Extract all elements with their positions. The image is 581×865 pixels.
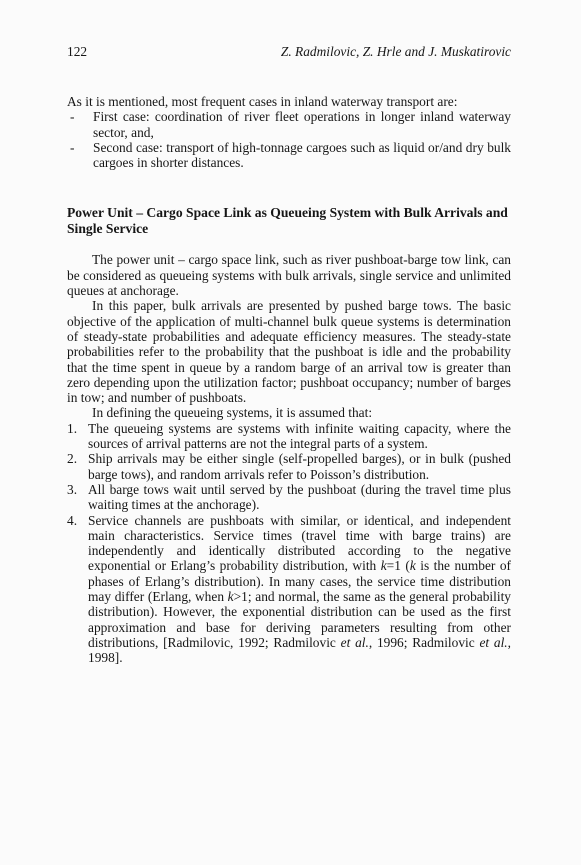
case-item: - Second case: transport of high-tonnage cargoes such as liquid or/and dry bulk cargoes in shorter distances. [67,140,511,171]
page-header [67,44,511,62]
paragraph: In defining the queueing systems, it is assumed that: [92,405,373,421]
item-number: 2. [67,451,78,467]
variable-k: k [409,558,416,574]
assumption-item [67,451,511,482]
item-text: All barge tows wait until served by the pushboat (during the travel time plus waiting times at the anchorage). [88,481,511,513]
intro-lead: As it is mentioned, most frequent cases in inland waterway transport are: [67,94,458,109]
running-head: Z. Radmilovic, Z. Hrle and J. Muskatirovic [280,44,511,59]
assumption-item [67,421,511,452]
et-al: et al. [479,634,508,650]
item-text: The queueing systems are systems with infinite waiting capacity, where the sources of arrival patterns are not the integral parts of a system. [88,420,511,452]
item-number: 1. [67,420,78,436]
variable-k: k [380,558,387,574]
paragraph: In this paper, bulk arrivals are presented by pushed barge tows. The basic objective of the application of multi-channel bulk queue systems is determination of steady-state probabilities and adequate efficiency measures. The steady-state probabilities refer to the probability that the pushboat is idle and the probability that the time spent in queue by a random barge of an arrival tow is greater than zero depending upon the utilization factor; pushboat occupancy; number of barges in tow; and number of pushboats. [67,298,511,406]
variable-k: k [227,589,234,605]
case-item: - First case: coordination of river fleet operations in longer inland waterway sector, and, [67,109,511,140]
cases-list [67,109,511,170]
section-heading: Power Unit – Cargo Space Link as Queueing System with Bulk Arrivals and Single Service [67,205,508,237]
paragraph: The power unit – cargo space link, such as river pushboat-barge tow link, can be considered as queueing systems with bulk arrivals, single service and unlimited queues at anchorage. [67,252,511,299]
item-text: Service channels are pushboats with similar, or identical, and independent main characteristics. Service times (travel time with barge trains) are independently and identically distributed according to the negative exponential or Erlang’s probability distribution, with k=1 (k is the number of phases of Erlang’s distribution). In many cases, the service time distribution may differ (Erlang, when k>1; and normal, the same as the general probability distribution). However, the exponential distribution can be used as the first approximation and base for deriving parameters resulting from other distributions, [Radmilovic, 1992; Radmilovic et al., 1996; Radmilovic et al., 1998]. [88,512,512,666]
page-number: 122 [67,44,88,59]
assumption-item [67,513,511,666]
assumptions-list [67,421,511,666]
item-number: 4. [67,512,78,528]
et-al: et al. [340,634,369,650]
body-text [67,94,511,666]
item-text: Ship arrivals may be either single (self-propelled barges), or in bulk (pushed barge tows), and random arrivals refer to Poisson’s distribution. [88,451,511,482]
item-number: 3. [67,481,78,497]
assumption-item [67,482,511,513]
